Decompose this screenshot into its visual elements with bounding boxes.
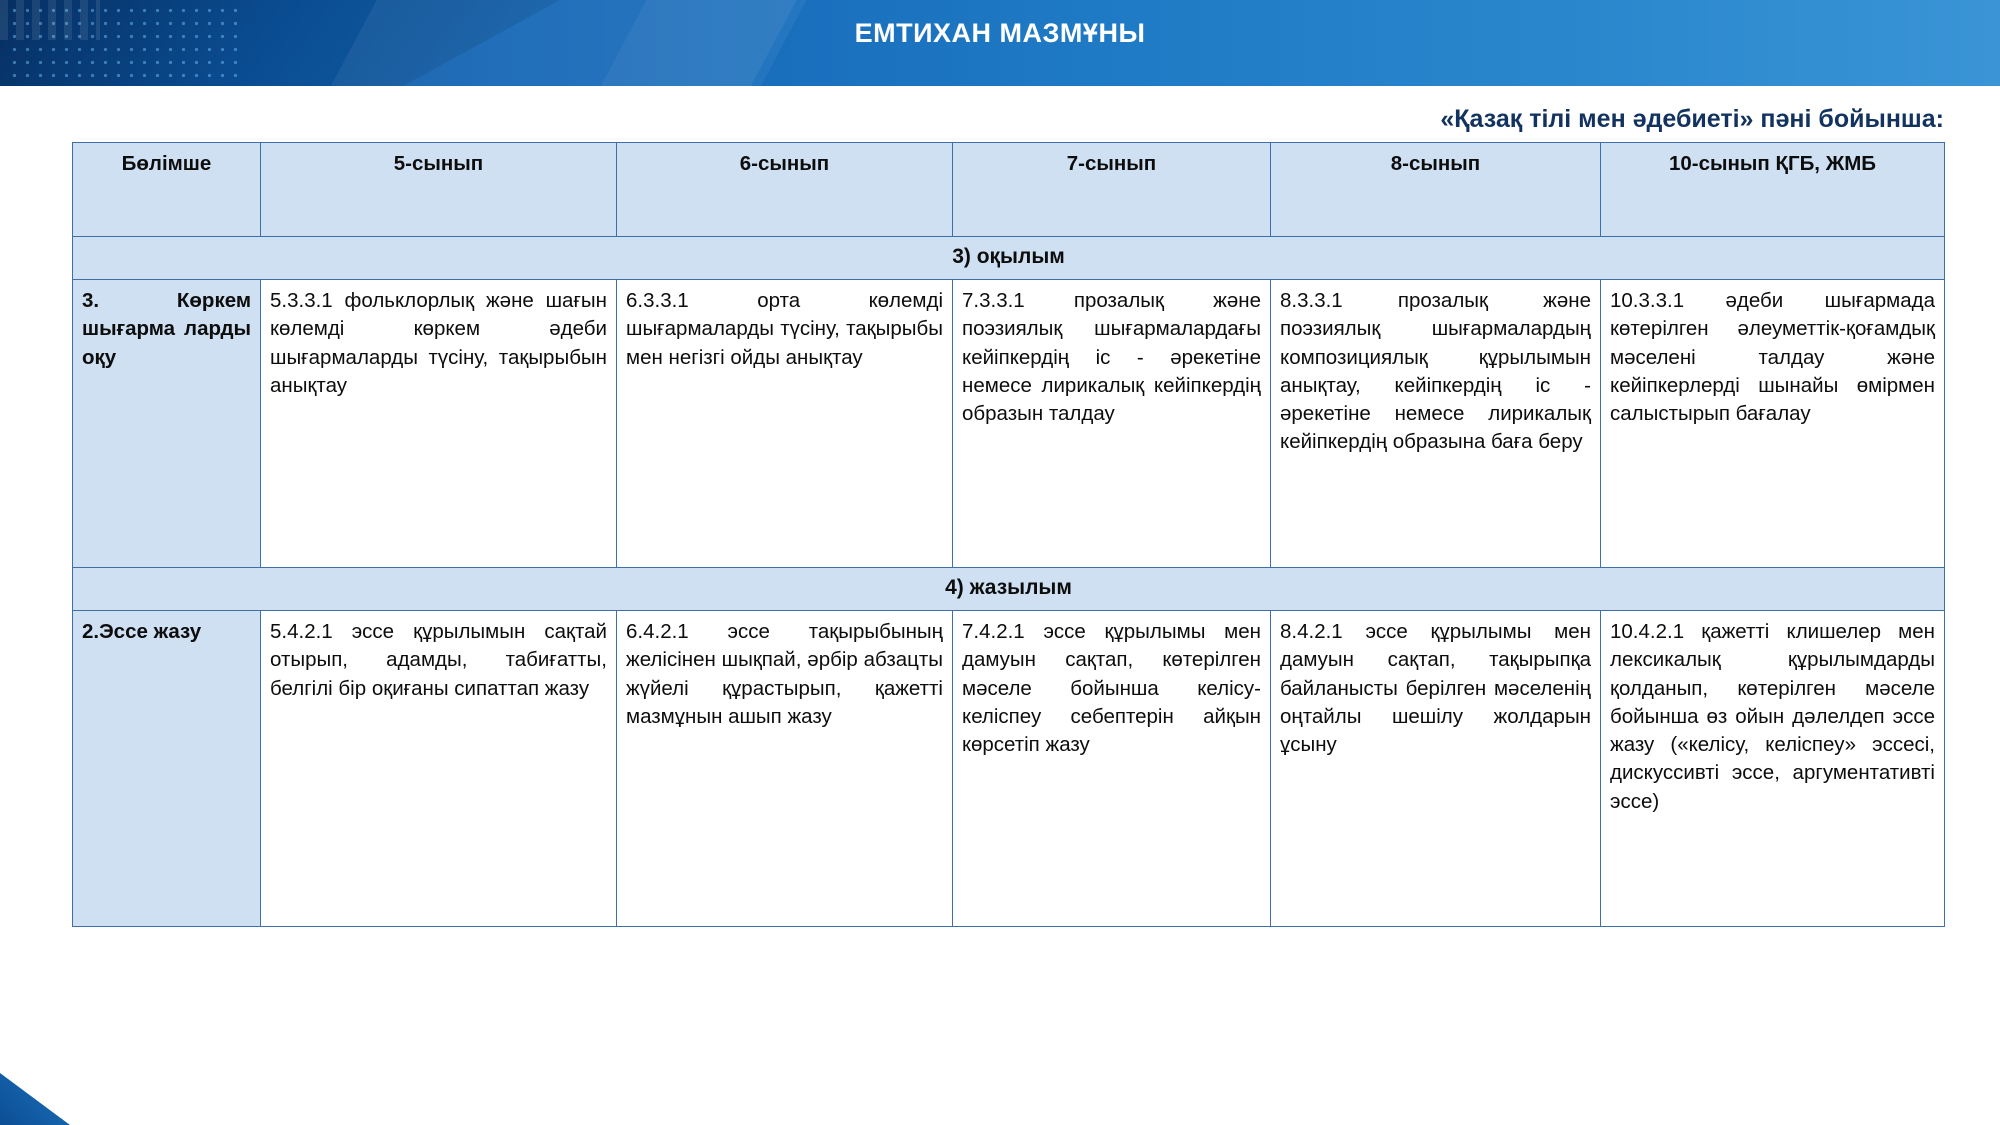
exam-content-table-wrapper [72, 142, 1944, 927]
exam-content-table [72, 142, 1945, 927]
page-banner [0, 0, 2000, 86]
column-header-grade5: 5-сынып [261, 143, 617, 237]
bottom-left-accent [0, 1073, 70, 1125]
section-label-reading: 3) оқылым [73, 237, 1945, 280]
cell-writing-grade10: 10.4.2.1 қажетті клишелер мен лексикалық құрылымдарды қолданып, көтерілген мәселе бойынша өз ойын дәлелдеп эссе жазу («келісу, келіспеу» эссесі, дискуссивті эссе, аргументативті эссе) [1601, 610, 1945, 926]
cell-writing-grade8: 8.4.2.1 эссе құрылымы мен дамуын сақтап, тақырыпқа байланысты берілген мәселенің оңтайлы шешілу жолдарын ұсыну [1271, 610, 1601, 926]
cell-writing-grade7: 7.4.2.1 эссе құрылымы мен дамуын сақтап, көтерілген мәселе бойынша келісу-келіспеу себептерін айқын көрсетіп жазу [953, 610, 1271, 926]
section-label-writing: 4) жазылым [73, 567, 1945, 610]
cell-writing-grade5: 5.4.2.1 эссе құрылымын сақтай отырып, адамды, табиғатты, белгілі бір оқиғаны сипаттап жазу [261, 610, 617, 926]
column-header-grade10: 10-сынып ҚГБ, ЖМБ [1601, 143, 1945, 237]
table-row [73, 610, 1945, 926]
subject-subtitle: «Қазақ тілі мен әдебиеті» пәні бойынша: [1440, 105, 1944, 133]
section-row-reading [73, 237, 1945, 280]
cell-reading-grade5: 5.3.3.1 фольклорлық және шағын көлемді көркем әдеби шығармаларды түсіну, тақырыбын анықтау [261, 279, 617, 567]
cell-reading-grade6: 6.3.3.1 орта көлемді шығармаларды түсіну, тақырыбы мен негізгі ойды анықтау [617, 279, 953, 567]
column-header-grade7: 7-сынып [953, 143, 1271, 237]
column-header-subsection: Бөлімше [73, 143, 261, 237]
table-header-row [73, 143, 1945, 237]
cell-reading-grade7: 7.3.3.1 прозалық және поэзиялық шығармалардағы кейіпкердің іс - әрекетіне немесе лирикалық кейіпкердің образын талдау [953, 279, 1271, 567]
column-header-grade6: 6-сынып [617, 143, 953, 237]
table-row [73, 279, 1945, 567]
row-header-writing: 2.Эссе жазу [73, 610, 261, 926]
cell-reading-grade8: 8.3.3.1 прозалық және поэзиялық шығармалардың композициялық құрылымын анықтау, кейіпкердің іс - әрекетіне немесе лирикалық кейіпкердің образына баға беру [1271, 279, 1601, 567]
cell-writing-grade6: 6.4.2.1 эссе тақырыбының желісінен шықпай, әрбір абзацты жүйелі құрастырып, қажетті мазмұнын ашып жазу [617, 610, 953, 926]
section-row-writing [73, 567, 1945, 610]
page-title: ЕМТИХАН МАЗМҰНЫ [854, 18, 1146, 48]
row-header-reading: 3. Көркем шығарма ларды оқу [73, 279, 261, 567]
cell-reading-grade10: 10.3.3.1 әдеби шығармада көтерілген әлеуметтік-қоғамдық мәселені талдау және кейіпкерлерді шынайы өмірмен салыстырып бағалау [1601, 279, 1945, 567]
column-header-grade8: 8-сынып [1271, 143, 1601, 237]
